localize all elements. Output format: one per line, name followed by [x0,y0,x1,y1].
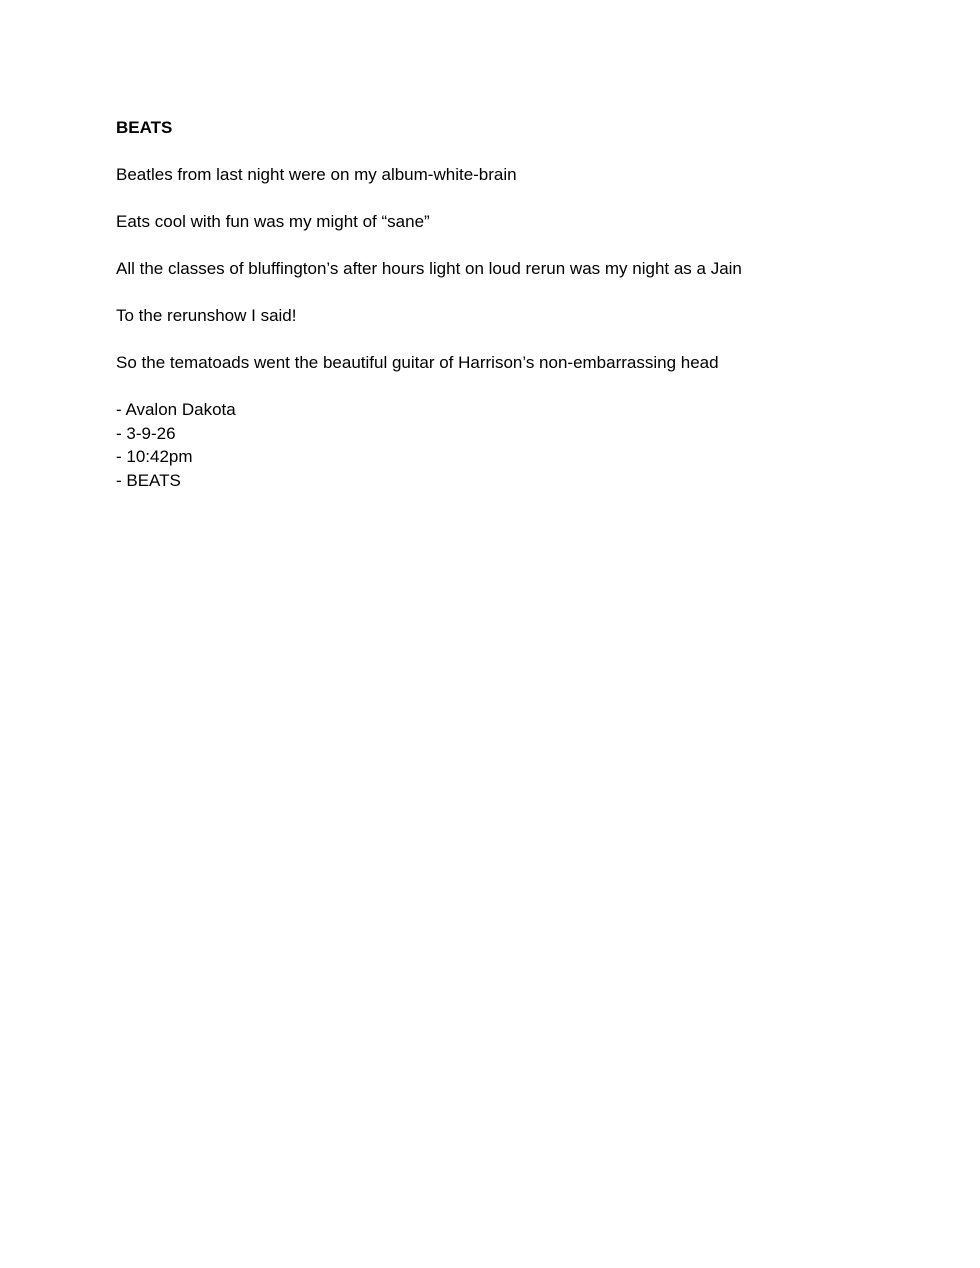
poem-line: Beatles from last night were on my album-white-brain [116,165,517,184]
poem-line: So the tematoads went the beautiful guitar of Harrison’s non-embarrassing head [116,353,719,372]
poem-line: All the classes of bluffington’s after hours light on loud rerun was my night as a Jain [116,259,742,278]
poem-line: To the rerunshow I said! [116,306,297,325]
signature-title: - BEATS [116,470,181,490]
document-body [116,116,876,492]
signature-author: - Avalon Dakota [116,400,236,419]
document-title: BEATS [116,118,173,137]
poem-line: Eats cool with fun was my might of “sane” [116,212,430,231]
signature-block [116,398,876,492]
signature-date: - 3-9-26 [116,423,176,443]
signature-time: - 10:42pm [116,447,193,466]
